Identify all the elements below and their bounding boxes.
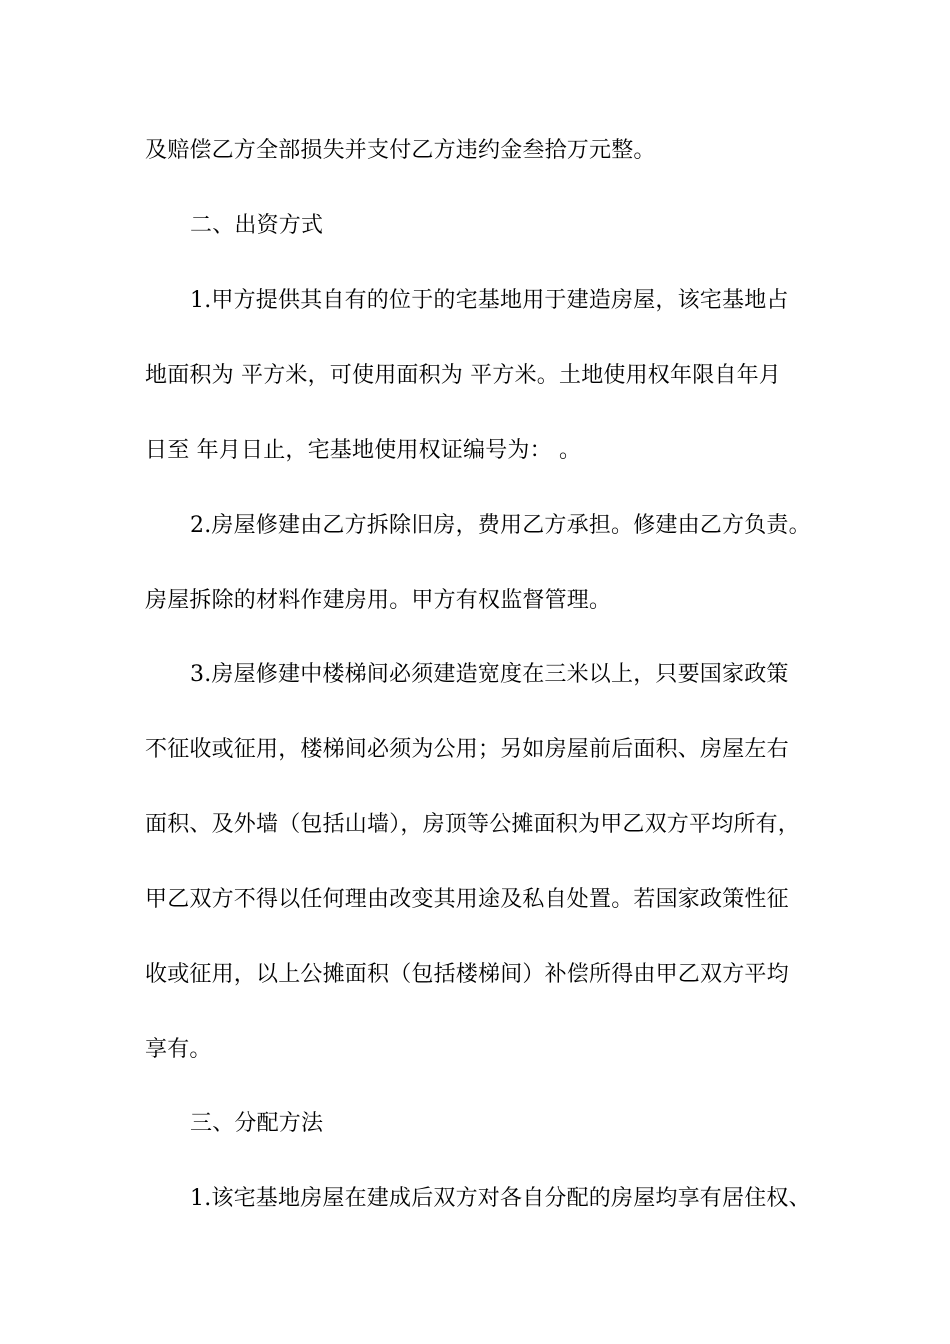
section-heading-distribution-method: 三、分配方法 bbox=[190, 1111, 324, 1136]
section-heading-capital-contribution: 二、出资方式 bbox=[190, 213, 324, 238]
clause-line: 享有。 bbox=[145, 1037, 212, 1062]
clause-line: 2.房屋修建由乙方拆除旧房，费用乙方承担。修建由乙方负责。 bbox=[190, 513, 811, 538]
clause-line: 日至 年月日止，宅基地使用权证编号为： 。 bbox=[145, 438, 582, 463]
clause-line: 收或征用，以上公摊面积（包括楼梯间）补偿所得由甲乙双方平均 bbox=[145, 962, 789, 987]
paragraph-line: 及赔偿乙方全部损失并支付乙方违约金叁拾万元整。 bbox=[145, 138, 656, 163]
clause-line: 面积、及外墙（包括山墙），房顶等公摊面积为甲乙双方平均所有， bbox=[145, 812, 801, 837]
clause-line: 1.甲方提供其自有的位于的宅基地用于建造房屋，该宅基地占 bbox=[190, 288, 789, 313]
clause-line: 3.房屋修建中楼梯间必须建造宽度在三米以上，只要国家政策 bbox=[190, 662, 789, 687]
clause-line: 甲乙双方不得以任何理由改变其用途及私自处置。若国家政策性征 bbox=[145, 887, 789, 912]
clause-line: 地面积为 平方米，可使用面积为 平方米。土地使用权年限自年月 bbox=[145, 363, 781, 388]
clause-line: 1.该宅基地房屋在建成后双方对各自分配的房屋均享有居住权、 bbox=[190, 1186, 811, 1211]
clause-line: 房屋拆除的材料作建房用。甲方有权监督管理。 bbox=[145, 588, 612, 613]
clause-line: 不征收或征用，楼梯间必须为公用；另如房屋前后面积、房屋左右 bbox=[145, 737, 789, 762]
